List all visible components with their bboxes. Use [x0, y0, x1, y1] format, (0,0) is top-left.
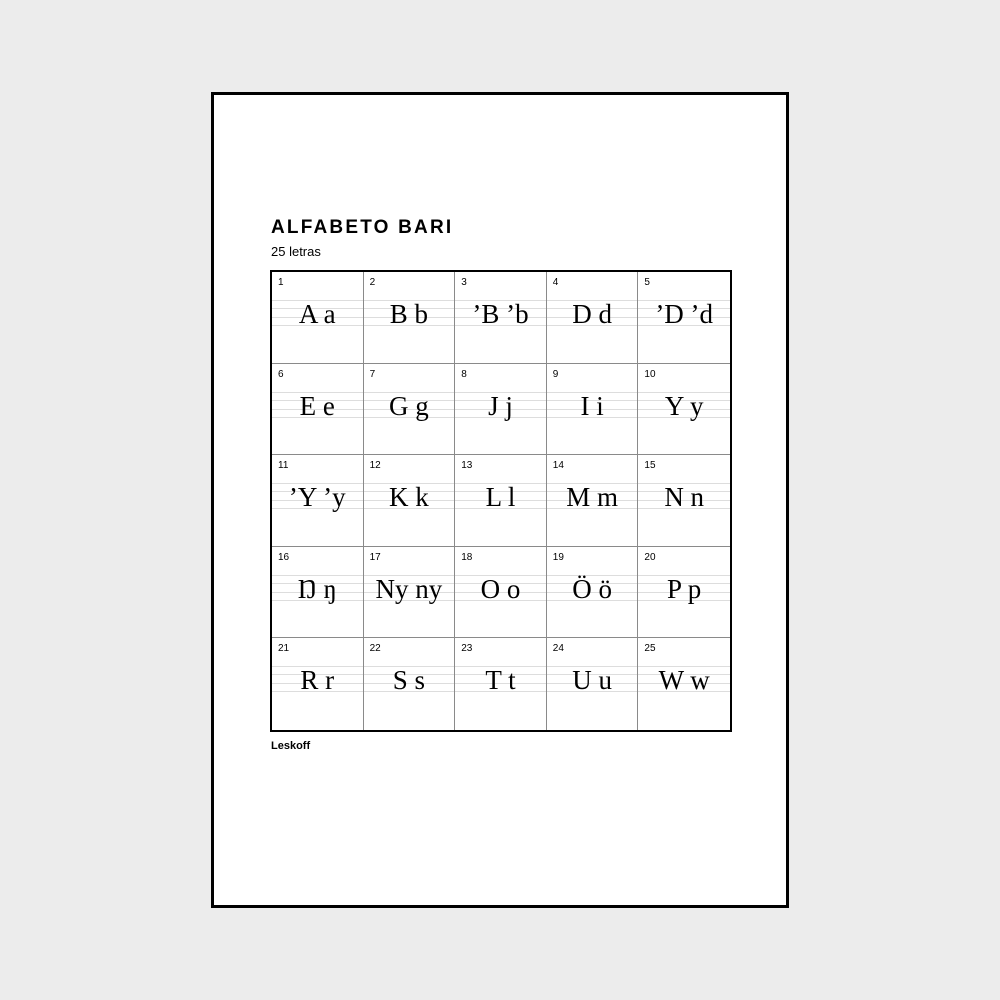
letter-glyphs: B b	[389, 299, 429, 329]
letter-number: 5	[644, 277, 650, 288]
letter-number: 6	[278, 368, 284, 380]
letter-number: 2	[369, 277, 376, 288]
letter-cell	[638, 272, 730, 364]
letter-glyphs: P p	[667, 573, 702, 604]
letter-glyphs: E e	[299, 390, 335, 421]
letter-glyphs: Y y	[664, 390, 704, 421]
letter-glyphs: M m	[566, 482, 618, 513]
letter-number: 20	[644, 551, 656, 563]
letter-cell	[364, 455, 456, 547]
letter-cell	[638, 547, 730, 639]
letter-cell	[455, 638, 547, 730]
letter-cell	[547, 364, 639, 456]
letter-glyphs: Ny ny	[375, 573, 443, 604]
letter-glyphs: K k	[389, 482, 429, 513]
letter-cell	[638, 638, 730, 730]
letter-cell	[272, 455, 364, 547]
letter-glyphs: G g	[389, 390, 429, 421]
letter-number: 11	[278, 460, 289, 472]
letter-glyphs: ’Y ’y	[288, 482, 346, 513]
poster-title: ALFABETO BARI	[271, 217, 454, 238]
letter-number: 22	[369, 643, 381, 655]
letter-glyphs: Ŋ ŋ	[297, 573, 337, 604]
letter-number: 13	[461, 460, 473, 472]
letter-glyphs: L l	[485, 482, 516, 513]
letter-glyphs: U u	[572, 665, 612, 696]
letter-glyphs: Ö ö	[572, 573, 612, 604]
letter-cell	[455, 455, 547, 547]
letter-cell	[547, 455, 639, 547]
letter-cell	[364, 272, 456, 364]
letter-glyphs: A a	[298, 299, 336, 329]
letter-cell	[272, 272, 364, 364]
letter-glyphs: W w	[658, 665, 710, 696]
letter-cell	[547, 547, 639, 639]
letter-cell	[272, 547, 364, 639]
letter-number: 4	[552, 277, 559, 288]
letter-number: 9	[552, 368, 559, 380]
letter-cell	[455, 364, 547, 456]
letter-number: 24	[552, 643, 564, 655]
letter-glyphs: R r	[300, 665, 335, 696]
letter-glyphs: S s	[392, 665, 426, 696]
letter-number: 3	[461, 277, 467, 288]
letter-cell	[547, 638, 639, 730]
letter-cell	[455, 547, 547, 639]
letter-number: 8	[461, 368, 467, 380]
letter-glyphs: ’D ’d	[655, 299, 714, 329]
letter-number: 16	[278, 551, 290, 563]
letter-cell	[364, 638, 456, 730]
letter-cell	[547, 272, 639, 364]
letter-cell	[364, 364, 456, 456]
poster-subtitle: 25 letras	[271, 244, 321, 259]
letter-cell	[272, 638, 364, 730]
letter-number: 7	[369, 368, 376, 380]
letter-number: 10	[644, 368, 656, 380]
letter-number: 21	[278, 643, 290, 655]
letter-glyphs: D d	[572, 299, 612, 329]
brand-logo: Leskoff	[271, 740, 311, 752]
letter-glyphs: I i	[580, 390, 604, 421]
letter-cell	[638, 364, 730, 456]
letter-cell	[272, 364, 364, 456]
poster	[211, 92, 789, 908]
letter-number: 14	[552, 460, 564, 472]
letter-cell	[638, 455, 730, 547]
alphabet-grid	[270, 270, 732, 732]
letter-glyphs: O o	[480, 573, 521, 604]
letter-glyphs: J j	[488, 390, 513, 421]
letter-number: 23	[461, 643, 473, 655]
letter-glyphs: T t	[485, 665, 516, 696]
letter-cell	[364, 547, 456, 639]
letter-number: 1	[278, 277, 284, 288]
letter-number: 25	[644, 643, 656, 655]
letter-cell	[455, 272, 547, 364]
letter-number: 18	[461, 551, 473, 563]
letter-number: 15	[644, 460, 656, 472]
letter-number: 12	[369, 460, 381, 472]
letter-glyphs: N n	[664, 482, 705, 513]
letter-glyphs: ’B ’b	[472, 299, 529, 329]
letter-number: 19	[552, 551, 564, 563]
letter-number: 17	[369, 551, 381, 563]
